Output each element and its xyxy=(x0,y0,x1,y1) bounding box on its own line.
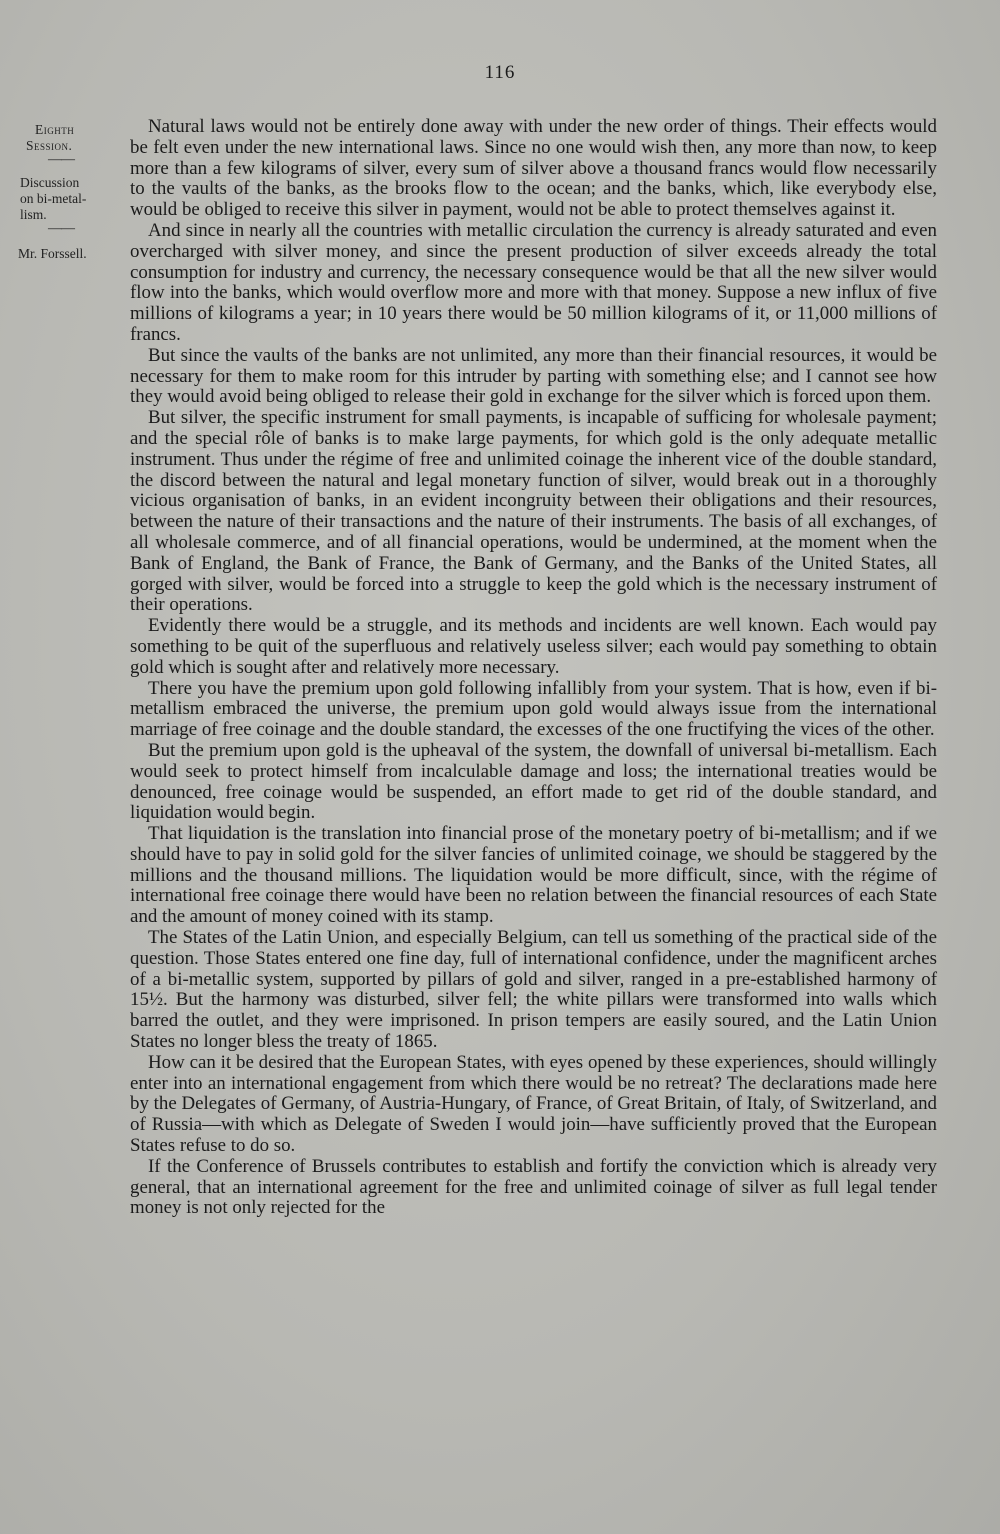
paragraph: But the premium upon gold is the upheaval of the system, the downfall of universal bi-metallism. Each would seek to protect himself from incalculable damage and loss; the international treaties would be denounced, free coinage would be suspended, an effort made to get rid of the double standard, and liquidation would begin. xyxy=(130,739,937,824)
paragraph: But silver, the specific instrument for small payments, is incapable of sufficing for wholesale payment; and the special rôle of banks is to make large payments, for which gold is the only adequate metallic instrument. Thus under the régime of free and unlimited coinage the inherent vice of the double standard, the discord between the natural and legal monetary function of silver, would break out in a thoroughly vicious organisation of banks, in an evident incongruity between their obligations and their resources, between the nature of their transactions and the nature of their instruments. The basis of all exchanges, of all wholesale commerce, and of all financial operations, would be undermined, at the moment when the Bank of England, the Bank of France, the Bank of Germany, and the Banks of the United States, all gorged with silver, would be forced into a struggle to keep the gold which is the necessary instrument of their operations. xyxy=(130,407,937,616)
paragraph: If the Conference of Brussels contributes to establish and fortify the conviction which is already very general, that an international agreement for the free and unlimited coinage of silver as full legal tender money is not only rejected for the xyxy=(130,1155,937,1219)
sidenote-speaker: Mr. Forssell. xyxy=(18,246,87,261)
sidenote-session-line1: Eighth xyxy=(35,122,75,137)
sidenote-topic-line2: on bi-metal- xyxy=(20,191,87,206)
sidenote-topic-line1: Discussion xyxy=(20,175,80,190)
body-text xyxy=(130,117,937,1219)
paragraph: There you have the premium upon gold following infallibly from your system. That is how, even if bi-metallism embraced the universe, the premium upon gold would always issue from the international marriage of free coinage and the double standard, the excesses of the one fructifying the vices of the other. xyxy=(130,677,937,741)
paragraph: But since the vaults of the banks are not unlimited, any more than their financial resources, it would be necessary for them to make room for this intruder by parting with something else; and I cannot see how they would avoid being obliged to release their gold in exchange for the silver which is forced upon them. xyxy=(130,344,937,408)
paragraph: The States of the Latin Union, and especially Belgium, can tell us something of the practical side of the question. Those States entered one fine day, full of international confidence, under the magnificent arches of a bi-metallic system, supported by pillars of gold and silver, ranged in a pre-established harmony of 15½. But the harmony was disturbed, silver fell; the white pillars were transformed into walls which barred the outlet, and they were imprisoned. In prison tempers are easily soured, and the Latin Union States no longer bless the treaty of 1865. xyxy=(130,927,937,1053)
sidenote-topic-line3: lism. xyxy=(20,207,47,222)
paragraph: Natural laws would not be entirely done away with under the new order of things. Their effects would be felt even under the new international laws. Since no one would wish then, any more than now, to keep more than a few kilograms of silver, every sum of silver above a thousand francs would flow necessarily to the vaults of the banks, as the brooks flow to the ocean; and the banks, which, like everybody else, would be obliged to receive this silver in payment, would not be able to protect themselves against it. xyxy=(130,116,937,221)
paragraph: That liquidation is the translation into financial prose of the monetary poetry of bi-metallism; and if we should have to pay in solid gold for the silver fancies of unlimited coinage, we should be staggered by the millions and the thousand millions. The liquidation would be more difficult, since, with the régime of international free coinage there would have been no relation between the financial resources of each State and the amount of money coined with its stamp. xyxy=(130,823,937,928)
paragraph: How can it be desired that the European States, with eyes opened by these experiences, should willingly enter into an international engagement from which there would be no retreat? The declarations made here by the Delegates of Germany, of Austria-Hungary, of France, of Great Britain, of Italy, of Switzerland, and of Russia—with which as Delegate of Sweden I would join—have sufficiently proved that the European States refuse to do so. xyxy=(130,1051,937,1157)
sidenote-dash-2: —— xyxy=(48,221,74,236)
page-number: 116 xyxy=(484,62,516,83)
sidenote-dash-1: —— xyxy=(48,152,74,167)
paragraph: Evidently there would be a struggle, and its methods and incidents are well known. Each would pay something to be quit of the superfluous and relatively useless silver; each would pay something to obtain gold which is sought after and relatively more necessary. xyxy=(130,615,937,678)
sidenote-session-line2: Session. xyxy=(26,138,73,153)
paragraph: And since in nearly all the countries with metallic circulation the currency is already saturated and even overcharged with silver money, and since the present production of silver exceeds already the total consumption for industry and currency, the necessary consequence would be that all the new silver would flow into the banks, which would overflow more and more with that money. Suppose a new influx of five millions of kilograms a year; in 10 years there would be 50 million kilograms of it, or 11,000 millions of francs. xyxy=(130,219,937,345)
